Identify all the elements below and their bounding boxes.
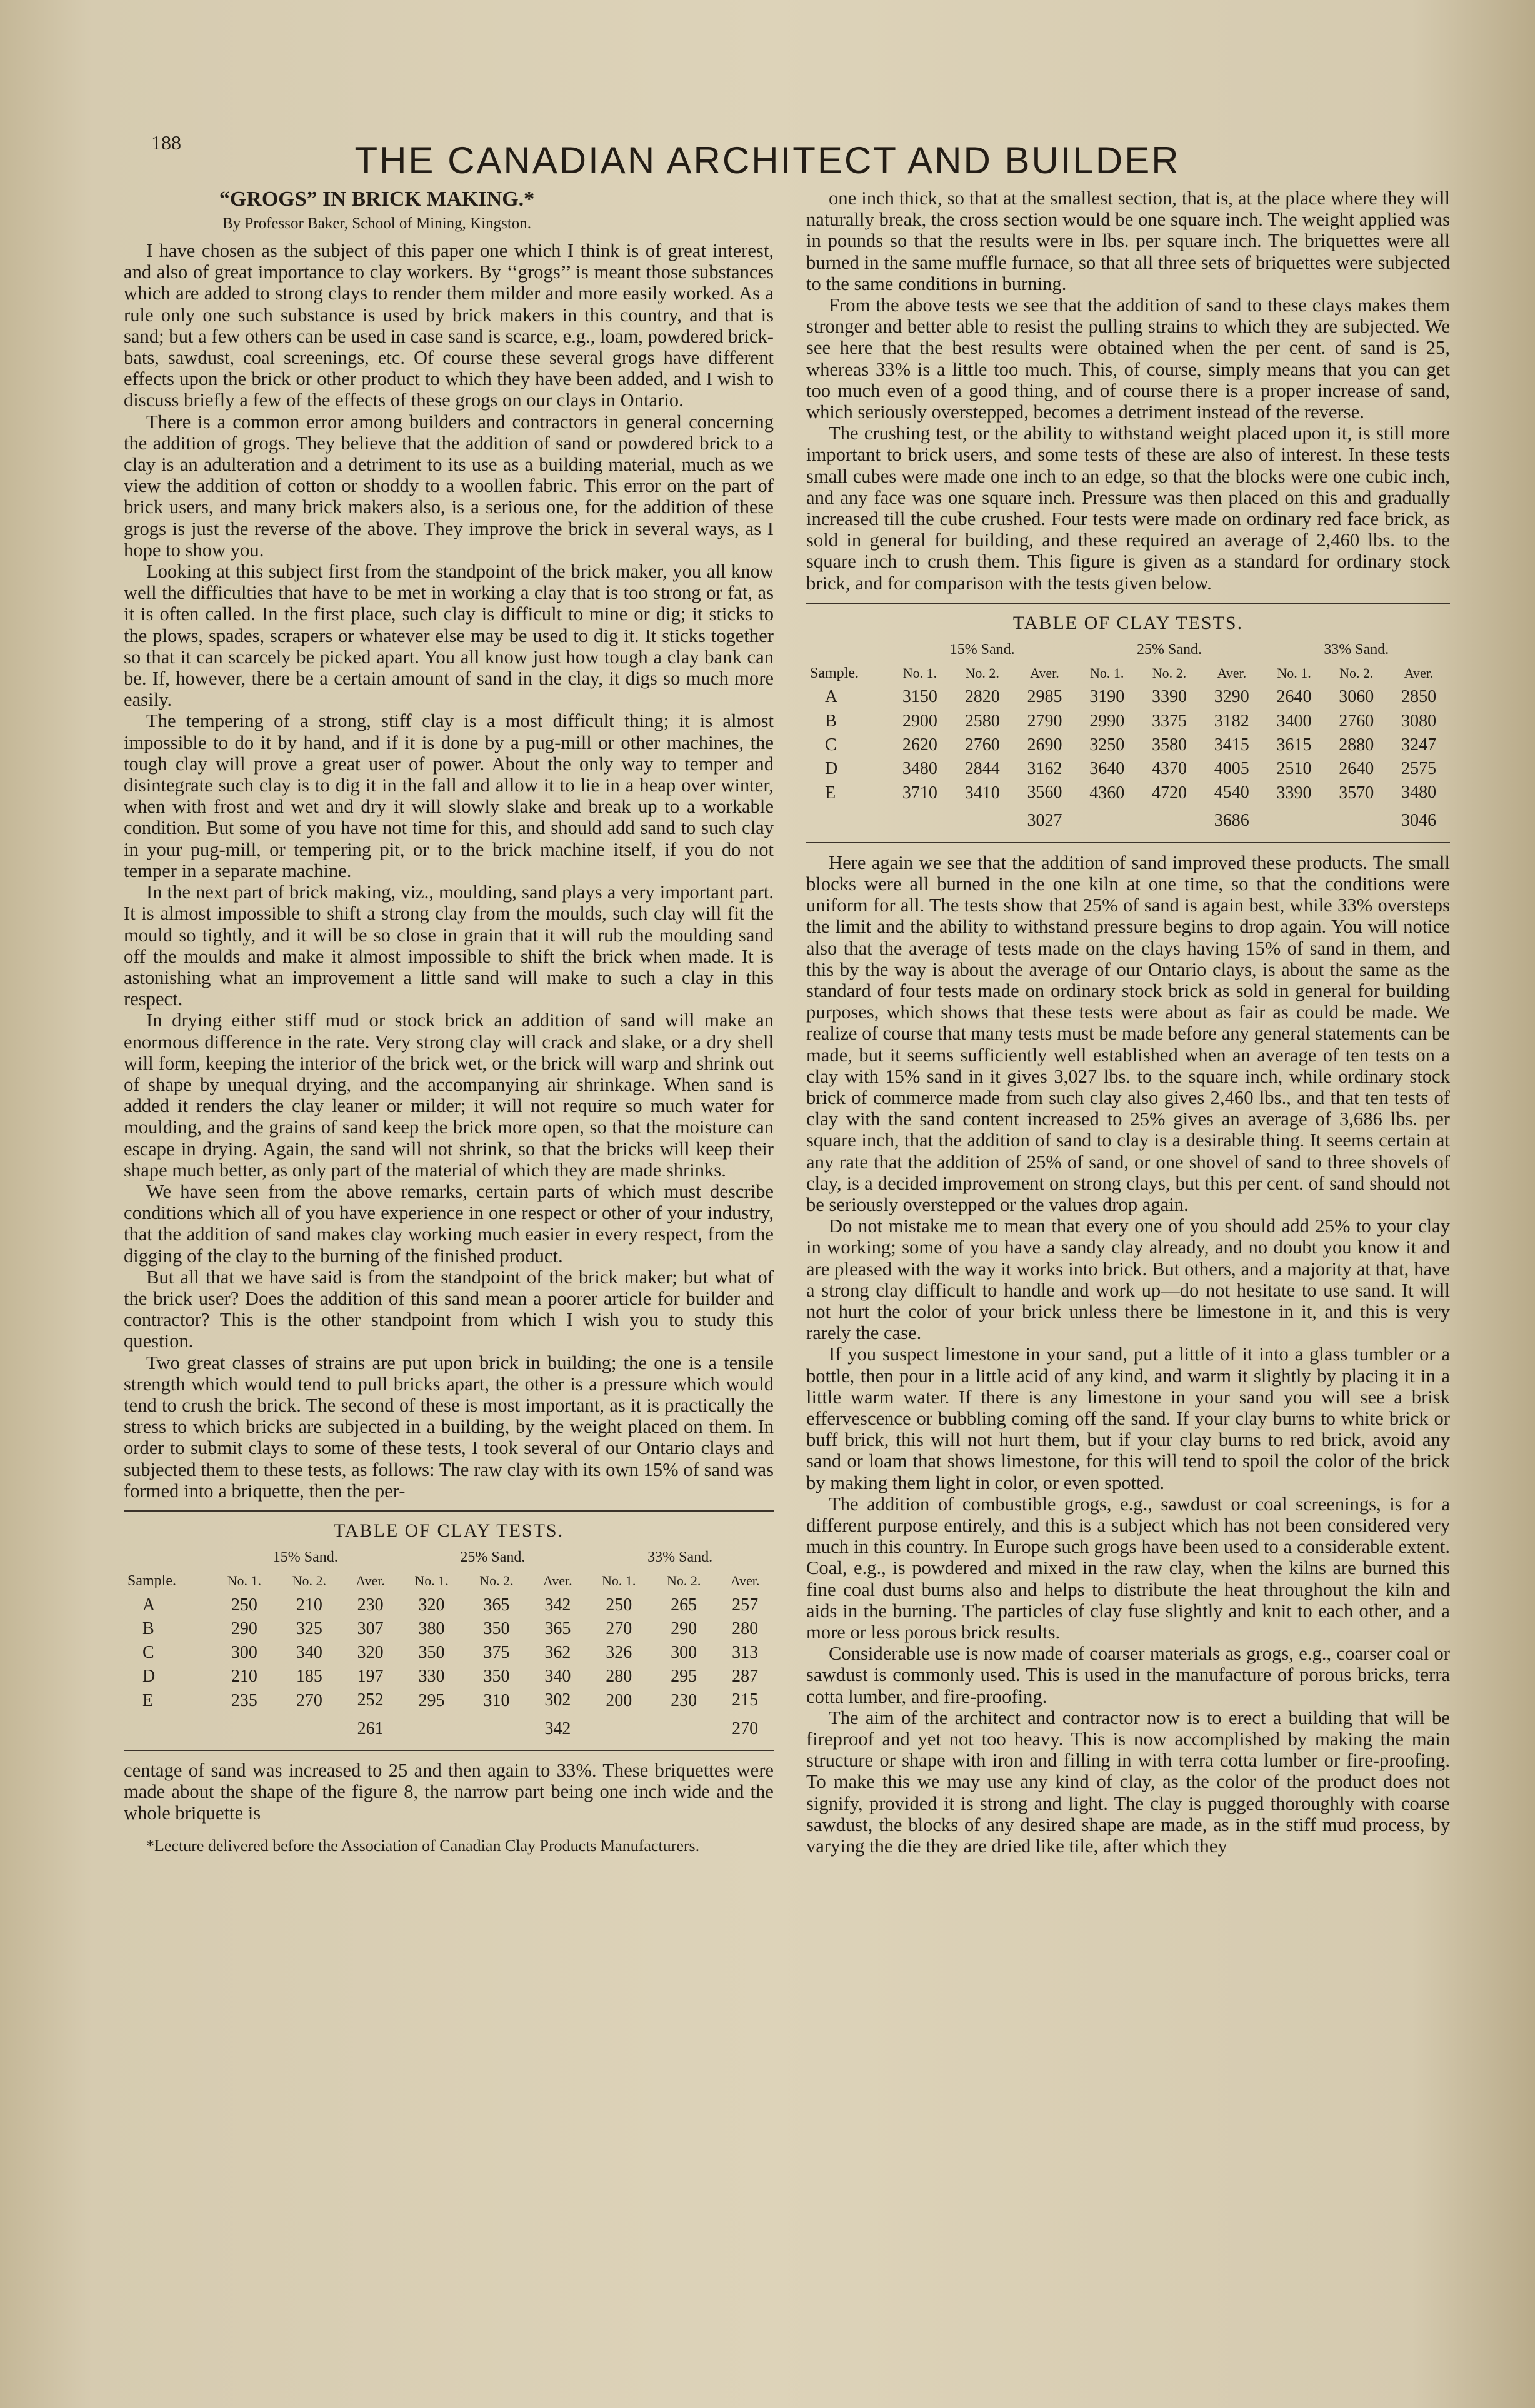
table-cell: 265 [671, 1595, 698, 1615]
paragraph: But all that we have said is from the standpoint of the brick maker; but what of the brick user? Does the addition of this sand mean a poorer article for builder and contractor? This is the other standpoint from which I wish you to study this question. [124, 1266, 774, 1352]
table-cell: 3390 [1276, 783, 1312, 803]
table2-caption: TABLE OF CLAY TESTS. [1012, 612, 1244, 633]
table-cell: 3640 [1089, 759, 1125, 779]
table-cell: 3410 [964, 783, 1000, 803]
column-header: No. 2. [666, 1573, 701, 1589]
table-cell: 3390 [1151, 687, 1187, 707]
table-cell: 230 [357, 1595, 384, 1615]
column-header: Aver. [356, 1573, 385, 1589]
clay-tests-table-2 [806, 638, 1450, 833]
footnote: *Lecture delivered before the Association of Canadian Clay Products Manufacturers. [146, 1837, 700, 1855]
avg-spacer [399, 1713, 464, 1741]
table-cell: 4370 [1151, 759, 1187, 779]
table-cell: 200 [606, 1690, 632, 1710]
group-header: 25% Sand. [460, 1549, 526, 1566]
group-average: 3686 [1201, 805, 1263, 833]
table-cell: 3250 [1089, 735, 1125, 755]
avg-spacer [1138, 805, 1201, 833]
paragraph: Looking at this subject first from the standpoint of the brick maker, you all know well the difficulties that have to be met in working a clay that is too strong or fat, as it is often called. In the first place, such clay is difficult to mine or dig; it sticks to the plows, spades, scrapers or whatever else may be used to dig it. It sticks together so that it can scarcely be picked apart. You all know just how tough a clay bank can be. If, however, there be a certain amount of sand in the clay, it digs so much more easily. [124, 561, 774, 711]
sample-label: A [142, 1595, 156, 1615]
paragraph: If you suspect limestone in your sand, put a little of it into a glass tumbler or a bottle, then pour in a little acid of any kind, and warm it slightly by placing it in a little warm water. If there is any limestone in your sand you will see a brisk effervescence or bubbling coming off the sand. If your clay burns to white brick or buff brick, this will not hurt them, but if your clay burns to red brick, avoid any sand or loam that shows limestone, for this will tend to spoil the color of the brick by making them light in color, or even spotted. [806, 1343, 1450, 1493]
table-cell: 2690 [1027, 735, 1062, 755]
table-row [806, 733, 1450, 757]
table-cell: 3150 [902, 687, 938, 707]
group-average: 3046 [1388, 805, 1450, 833]
table-cell: 250 [231, 1595, 258, 1615]
table-cell: 2580 [964, 711, 1000, 731]
table-cell: 300 [231, 1643, 258, 1662]
table-cell: 340 [296, 1643, 322, 1662]
column-header: Aver. [730, 1573, 760, 1589]
paragraph: Considerable use is now made of coarser materials as grogs, e.g., coarser coal or sawdust is commonly used. This is used in the manufacture of porous bricks, terra cotta lumber, and fire-proofing. [806, 1643, 1450, 1707]
table2-rule-bottom [806, 842, 1450, 843]
table-cell: 325 [296, 1618, 322, 1638]
column-header: No. 1. [414, 1573, 449, 1589]
avg-spacer [651, 1713, 716, 1741]
group-header: 33% Sand. [1324, 641, 1389, 658]
table-cell: 300 [671, 1643, 698, 1662]
table-row [806, 757, 1450, 781]
avg-spacer [124, 1713, 212, 1741]
right-column [806, 188, 1450, 1857]
right-paragraphs-2 [806, 852, 1450, 1857]
group-average: 342 [529, 1713, 586, 1741]
paragraph: In drying either stiff mud or stock brick an addition of sand will make an enormous difference in the rate. Very strong clay will crack and slake, or a dry shell will form, keeping the interior of the brick wet, or the brick will warp and shrink out of shape by unequal drying, and the accompanying air shrinkage. When sand is added it renders the clay leaner or milder; it will not require so much water for moulding, and the grains of sand keep the brick more open, so that the moisture can escape in drying. Again, the sand will not shrink, so that the bricks will keep their shape much better, as only part of the material of which they are made shrinks. [124, 1010, 774, 1181]
paragraph: We have seen from the above remarks, certain parts of which must describe conditions which all of you have experience in one respect or other of your industry, that the addition of sand makes clay working much easier in every respect, from the digging of the clay to the burning of the finished product. [124, 1180, 774, 1267]
table-row [124, 1593, 774, 1617]
sample-label: C [825, 735, 837, 755]
table-cell: 2985 [1027, 687, 1062, 707]
table-cell: 280 [606, 1667, 632, 1687]
paragraph: The crushing test, or the ability to withstand weight placed upon it, is still more important to brick users, and some tests of these are also of interest. In these tests small cubes were made one inch to an edge, so that the blocks were one cubic inch, and any face was one square inch. Pressure was then placed on this and gradually increased till the cube crushed. Four tests were made on ordinary red face brick, as sold in general for building, and these required an average of 2,460 lbs. to the square inch to crush them. This figure is given as a standard for ordinary stock brick, and for comparison with the tests given below. [806, 423, 1450, 594]
group-average: 270 [716, 1713, 774, 1741]
table-cell: 4360 [1089, 783, 1125, 803]
table-cell: 4720 [1151, 783, 1187, 803]
table-cell: 342 [544, 1595, 571, 1615]
left-paragraphs [124, 240, 774, 1502]
table-cell: 2760 [1339, 711, 1374, 731]
table-cell: 185 [296, 1667, 322, 1687]
table-cell: 2880 [1339, 735, 1374, 755]
table-cell: 295 [671, 1667, 698, 1687]
sample-label: E [142, 1690, 154, 1710]
table-cell: 3615 [1276, 735, 1312, 755]
sample-label: A [825, 687, 838, 707]
table-cell: 365 [483, 1595, 510, 1615]
table-cell: 250 [606, 1595, 632, 1615]
table-cell: 330 [418, 1667, 445, 1687]
table-row [806, 781, 1450, 805]
table-cell: 3560 [1027, 783, 1062, 803]
header-spacer [124, 1545, 212, 1569]
table-cell: 257 [732, 1595, 759, 1615]
avg-spacer [889, 805, 951, 833]
table-row [124, 1665, 774, 1688]
sample-header: Sample. [128, 1573, 176, 1590]
table-cell: 3375 [1151, 711, 1187, 731]
table-cell: 365 [544, 1618, 571, 1638]
table-row [806, 710, 1450, 733]
table-cell: 210 [231, 1667, 258, 1687]
table-cell: 2640 [1276, 687, 1312, 707]
paragraph: Two great classes of strains are put upon brick in building; the one is a tensile strength which would tend to pull bricks apart, the other is a pressure which would tend to crush the brick. The second of these is most important, as it is practically the stress to which bricks are subjected in a building, by the weight placed on them. In order to submit clays to some of these tests, I took several of our Ontario clays and subjected them to these tests, as follows: The raw clay with its own 15% of sand was formed into a briquette, then the per- [124, 1352, 774, 1502]
table-cell: 362 [544, 1643, 571, 1662]
page-number: 188 [151, 131, 181, 154]
table-cell: 2790 [1027, 711, 1062, 731]
clay-tests-table-1 [124, 1545, 774, 1741]
table-row [124, 1641, 774, 1665]
avg-spacer [586, 1713, 651, 1741]
group-header: 15% Sand. [949, 641, 1015, 658]
column-header: No. 1. [227, 1573, 262, 1589]
sample-label: B [142, 1618, 154, 1638]
table-cell: 302 [544, 1690, 571, 1710]
table-cell: 307 [357, 1618, 384, 1638]
column-header: No. 2. [292, 1573, 326, 1589]
article-title: “GROGS” IN BRICK MAKING.* [219, 188, 535, 211]
table-cell: 270 [606, 1618, 632, 1638]
group-average: 261 [342, 1713, 399, 1741]
avg-spacer [277, 1713, 342, 1741]
table-cell: 290 [231, 1618, 258, 1638]
table-cell: 313 [732, 1643, 759, 1662]
table-cell: 197 [357, 1667, 384, 1687]
paragraph: In the next part of brick making, viz., moulding, sand plays a very important part. It is almost impossible to shift a strong clay from the moulds, such clay will fit the mould so tightly, and it will be so close in grain that it will rub the moulding sand off the moulds and make it almost impossible to shift the brick when made. It is astonishing what an improvement a little sand will make to such a clay in this respect. [124, 881, 774, 1010]
avg-spacer [464, 1713, 529, 1741]
table-cell: 3710 [902, 783, 938, 803]
paragraph: Here again we see that the addition of sand improved these products. The small blocks were all burned in the one kiln at one time, so that the conditions were uniform for all. The tests show that 25% of sand is again best, while 33% oversteps the limit and the ability to withstand pressure begins to drop again. You will notice also that the average of tests made on the clays having 15% of sand in them, and this by the way is about the average of our Ontario clays, is about the same as the standard of four tests made on ordinary stock brick as sold in general for building purposes, which shows that these tests were about as fair as could be made. We realize of course that many tests must be made before any general statements can be made, but it seems sufficiently well established when an average of ten tests on a clay with 15% sand in it gives 3,027 lbs. to the square inch, while ordinary stock brick of commerce made from such clay also gives 2,460 lbs., and that ten tests of clay with the sand content increased to 25% gives an average of 3,686 lbs. per square inch, that the addition of sand to clay is a desirable thing. It seems certain at any rate that the addition of 25% of sand, or one shovel of sand to three shovels of clay, is a decided improvement on strong clays, but this per cent. of sand should not be seriously overstepped or the values drop again. [806, 851, 1450, 1215]
table-cell: 280 [732, 1618, 759, 1638]
right-paragraphs-1 [806, 188, 1450, 594]
table-cell: 3190 [1089, 687, 1125, 707]
paragraph: The addition of combustible grogs, e.g., sawdust or coal screenings, is for a different purpose entirely, and this is a subject which has not been considered very much in this country. In Europe such grogs have been used to a considerable extent. Coal, e.g., is powdered and mixed in the raw clay, when the kilns are burned this fine coal dust burns also and helps to distribute the heat throughout the kiln and aids in the burning. The particles of clay fuse slightly and knit to each other, and a more or less porous brick results. [806, 1493, 1450, 1643]
column-header: No. 1. [1090, 665, 1124, 681]
column-header: No. 2. [1339, 665, 1374, 681]
table-cell: 3400 [1276, 711, 1312, 731]
table-cell: 2820 [964, 687, 1000, 707]
group-header: 25% Sand. [1136, 641, 1202, 658]
table-cell: 215 [732, 1690, 759, 1710]
table-cell: 3480 [902, 759, 938, 779]
left-column [124, 188, 774, 1855]
table-cell: 2990 [1089, 711, 1125, 731]
column-header: No. 1. [1277, 665, 1311, 681]
table-cell: 3182 [1214, 711, 1249, 731]
sample-header: Sample. [810, 665, 859, 682]
avg-spacer [212, 1713, 277, 1741]
table-cell: 2510 [1276, 759, 1312, 779]
table-cell: 350 [483, 1618, 510, 1638]
paragraph: There is a common error among builders and contractors in general concerning the addition of grogs. They believe that the addition of sand or powdered brick to a clay is an adulteration and a detriment to its use as a building material, much as we view the addition of cotton or shoddy to a woollen fabric. This error on the part of brick users, and many brick makers also, is a serious one, for the addition of these grogs is just the reverse of the above. They improve the brick in several ways, as I hope to show you. [124, 411, 774, 561]
table-cell: 2640 [1339, 759, 1374, 779]
table-cell: 3580 [1151, 735, 1187, 755]
table-cell: 350 [483, 1667, 510, 1687]
table-cell: 235 [231, 1690, 258, 1710]
table-cell: 320 [418, 1595, 445, 1615]
table-cell: 380 [418, 1618, 445, 1638]
sample-label: D [825, 759, 838, 779]
table-cell: 3080 [1401, 711, 1437, 731]
table-cell: 230 [671, 1690, 698, 1710]
paragraph: Do not mistake me to mean that every one of you should add 25% to your clay in working; some of you have a sandy clay already, and no doubt you know it and are pleased with the way it works into brick. But others, and a majority at that, have a strong clay difficult to handle and work up—do not hesitate to use sand. It will not hurt the color of your brick unless there be limestone in it, and this is very rarely the case. [806, 1215, 1450, 1344]
table-cell: 3162 [1027, 759, 1062, 779]
avg-spacer [1263, 805, 1326, 833]
table-cell: 270 [296, 1690, 322, 1710]
table-cell: 290 [671, 1618, 698, 1638]
column-header: Aver. [1217, 665, 1247, 681]
column-header: No. 2. [1152, 665, 1187, 681]
sample-label: C [142, 1643, 154, 1662]
table-cell: 375 [483, 1643, 510, 1662]
table-cell: 3060 [1339, 687, 1374, 707]
table-cell: 252 [357, 1690, 384, 1710]
table-cell: 3415 [1214, 735, 1249, 755]
table-cell: 320 [357, 1643, 384, 1662]
table-cell: 2850 [1401, 687, 1437, 707]
table-cell: 2900 [902, 711, 938, 731]
left-after-table: centage of sand was increased to 25 and then again to 33%. These briquettes were made about the shape of the figure 8, the narrow part being one inch wide and the whole briquette is [124, 1759, 774, 1824]
table-row [806, 685, 1450, 709]
table-cell: 350 [418, 1643, 445, 1662]
group-header: 15% Sand. [272, 1549, 338, 1566]
avg-spacer [951, 805, 1014, 833]
column-header: No. 2. [965, 665, 999, 681]
table-cell: 3290 [1214, 687, 1249, 707]
table-rule-top [124, 1510, 774, 1512]
header-spacer [806, 638, 889, 661]
group-header: 33% Sand. [648, 1549, 713, 1566]
table-cell: 3480 [1401, 783, 1437, 803]
sample-label: E [825, 783, 836, 803]
masthead: THE CANADIAN ARCHITECT AND BUILDER [354, 139, 1181, 181]
column-header: No. 1. [902, 665, 938, 681]
article-byline: By Professor Baker, School of Mining, Kingston. [222, 215, 532, 232]
paragraph: The aim of the architect and contractor now is to erect a building that will be fireproof and yet not too heavy. This is now accomplished by making the main structure or shape with iron and filling in with terra cotta lumber or fire-proofing. To make this we may use any kind of clay, as the color of the product does not signify, provided it is strong and light. The clay is pugged thoroughly with coarse sawdust, the blocks of any desired shape are made, as in the stiff mud process, by varying the die they are dried like tile, after which they [806, 1707, 1450, 1857]
table-row [124, 1688, 774, 1713]
column-header: Aver. [1030, 665, 1059, 681]
table-cell: 2760 [964, 735, 1000, 755]
table-cell: 310 [483, 1690, 510, 1710]
table-cell: 210 [296, 1595, 322, 1615]
table-cell: 4540 [1214, 783, 1249, 803]
table-cell: 2620 [902, 735, 938, 755]
avg-spacer [1076, 805, 1138, 833]
table-cell: 2575 [1401, 759, 1437, 779]
table-cell: 3247 [1401, 735, 1437, 755]
paragraph: one inch thick, so that at the smallest section, that is, at the place where they will naturally break, the cross section would be one square inch. The weight applied was in pounds so that the results were in lbs. per square inch. The briquettes were all burned in the same muffle furnace, so that all three sets of briquettes were subjected to the same conditions in burning. [806, 188, 1450, 294]
column-header: Aver. [543, 1573, 572, 1589]
group-average: 3027 [1014, 805, 1076, 833]
table1-caption: TABLE OF CLAY TESTS. [333, 1520, 564, 1541]
paragraph: The tempering of a strong, stiff clay is a most difficult thing; it is almost impossible to do it by hand, and if it is done by a pug-mill or other machines, the tough clay will prove a great user of power. About the only way to temper and disintegrate such clay is to dig it in the fall and allow it to lie in a heap over winter, when with frost and wet and dry it will slowly slake and break up to a workable condition. But some of you have not time for this, and should add sand to such clay in your pug-mill, or tempering pit, or to the brick machine itself, if you do not temper in a separate machine. [124, 710, 774, 881]
avg-spacer [1325, 805, 1388, 833]
sample-label: D [142, 1667, 156, 1687]
paragraph: From the above tests we see that the addition of sand to these clays makes them stronger and better able to resist the pulling strains to which they are subjected. We see here that the best results were obtained when the per cent. of sand is 25, whereas 33% is a little too much. This, of course, simply means that you can get too much even of a good thing, and of course there is a proper increase of sand, which seriously overstepped, becomes a detriment instead of the reverse. [806, 294, 1450, 423]
table-row [124, 1617, 774, 1641]
table2-rule-top [806, 603, 1450, 604]
table-cell: 340 [544, 1667, 571, 1687]
table-cell: 295 [418, 1690, 445, 1710]
column-header: No. 2. [479, 1573, 514, 1589]
column-header: No. 1. [602, 1573, 636, 1589]
table-rule-bottom [124, 1750, 774, 1751]
avg-spacer [806, 805, 889, 833]
table-cell: 3570 [1339, 783, 1374, 803]
sample-label: B [825, 711, 837, 731]
paragraph: I have chosen as the subject of this paper one which I think is of great interest, and also of great importance to clay workers. By ‘‘grogs’’ is meant those substances which are added to strong clays to render them milder and more easily worked. As a rule only one such substance is used by brick makers in this country, and that is sand; but a few others can be used in case sand is scarce, e.g., loam, powdered brick-bats, sawdust, coal screenings, etc. Of course these several grogs have different effects upon the brick or other product to which they have been added, and I wish to discuss briefly a few of the effects of these grogs on our clays in Ontario. [124, 240, 774, 411]
table-cell: 326 [606, 1643, 632, 1662]
table-cell: 2844 [964, 759, 1000, 779]
table-cell: 287 [732, 1667, 759, 1687]
column-header: Aver. [1404, 665, 1434, 681]
table-cell: 4005 [1214, 759, 1249, 779]
